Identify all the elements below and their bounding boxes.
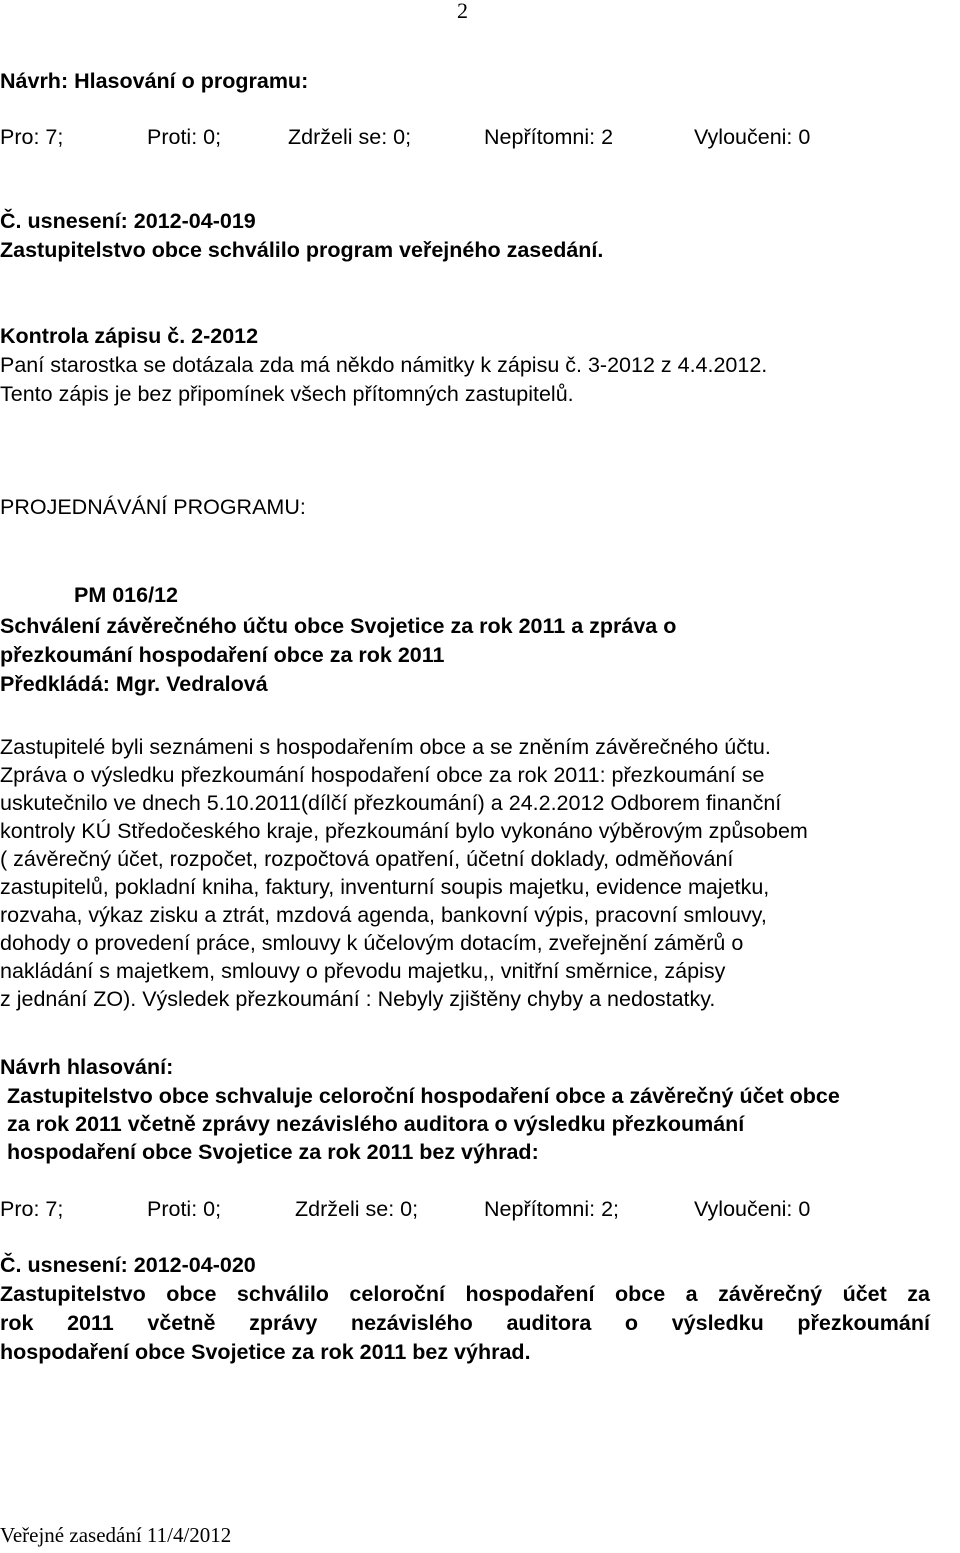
minutes-check-line: Paní starostka se dotázala zda má někdo námitky k zápisu č. 3-2012 z 4.4.2012.: [0, 353, 768, 377]
body-line: uskutečnilo ve dnech 5.10.2011(dílčí přezkoumání) a 24.2.2012 Odborem finanční: [0, 791, 782, 815]
vote-proti: Proti: 0;: [147, 125, 222, 149]
vote-vylouceni: Vyloučeni: 0: [694, 1197, 811, 1221]
minutes-check-heading: Kontrola zápisu č. 2-2012: [0, 324, 259, 348]
vote-pro: Pro: 7;: [0, 125, 64, 149]
item-title: Schválení závěrečného účtu obce Svojetice za rok 2011 a zpráva o: [0, 614, 677, 638]
body-line: rozvaha, výkaz zisku a ztrát, mzdová agenda, bankovní výpis, pracovní smlouvy,: [0, 903, 767, 927]
item-title: přezkoumání hospodaření obce za rok 2011: [0, 643, 445, 667]
resolution-020-line: rok 2011 včetně zprávy nezávislého auditora o výsledku přezkoumání: [0, 1311, 930, 1335]
vote-zdrzeli: Zdrželi se: 0;: [295, 1197, 419, 1221]
body-line: zastupitelů, pokladní kniha, faktury, inventurní soupis majetku, evidence majetku,: [0, 875, 770, 899]
vote-nepritomni: Nepřítomni: 2: [484, 125, 614, 149]
vote-nepritomni: Nepřítomni: 2;: [484, 1197, 620, 1221]
item-presenter: Předkládá: Mgr. Vedralová: [0, 672, 268, 696]
vote-zdrzeli: Zdrželi se: 0;: [288, 125, 412, 149]
proposal-heading: Návrh hlasování:: [0, 1055, 174, 1079]
resolution-019-text: Zastupitelstvo obce schválilo program veřejného zasedání.: [0, 238, 604, 262]
program-vote-heading: Návrh: Hlasování o programu:: [0, 69, 309, 93]
resolution-019-number: Č. usnesení: 2012-04-019: [0, 209, 256, 233]
body-line: kontroly KÚ Středočeského kraje, přezkoumání bylo vykonáno výběrovým způsobem: [0, 819, 808, 843]
body-line: ( závěrečný účet, rozpočet, rozpočtová opatření, účetní doklady, odměňování: [0, 847, 734, 871]
vote-proti: Proti: 0;: [147, 1197, 222, 1221]
program-heading: PROJEDNÁVÁNÍ PROGRAMU:: [0, 495, 306, 519]
resolution-020-line: Zastupitelstvo obce schválilo celoroční hospodaření obce a závěrečný účet za: [0, 1282, 930, 1306]
item-code: PM 016/12: [74, 583, 178, 607]
proposal-line: za rok 2011 včetně zprávy nezávislého auditora o výsledku přezkoumání: [7, 1112, 745, 1136]
body-line: nakládání s majetkem, smlouvy o převodu majetku,, vnitřní směrnice, zápisy: [0, 959, 726, 983]
resolution-020-number: Č. usnesení: 2012-04-020: [0, 1253, 256, 1277]
body-line: dohody o provedení práce, smlouvy k účelovým dotacím, zveřejnění záměrů o: [0, 931, 744, 955]
vote-pro: Pro: 7;: [0, 1197, 64, 1221]
resolution-020-line: hospodaření obce Svojetice za rok 2011 bez výhrad.: [0, 1340, 531, 1364]
proposal-line: hospodaření obce Svojetice za rok 2011 bez výhrad:: [7, 1140, 539, 1164]
body-line: Zpráva o výsledku přezkoumání hospodaření obce za rok 2011: přezkoumání se: [0, 763, 765, 787]
page-footer: Veřejné zasedání 11/4/2012: [0, 1523, 232, 1547]
proposal-line: Zastupitelstvo obce schvaluje celoroční hospodaření obce a závěrečný účet obce: [7, 1084, 840, 1108]
page-number: 2: [457, 0, 468, 23]
minutes-check-line: Tento zápis je bez připomínek všech přítomných zastupitelů.: [0, 382, 574, 406]
vote-vylouceni: Vyloučeni: 0: [694, 125, 811, 149]
body-line: z jednání ZO). Výsledek přezkoumání : Nebyly zjištěny chyby a nedostatky.: [0, 987, 716, 1011]
body-line: Zastupitelé byli seznámeni s hospodařením obce a se zněním závěrečného účtu.: [0, 735, 771, 759]
program-vote-tally: [0, 123, 960, 151]
final-vote-tally: [0, 1195, 960, 1223]
